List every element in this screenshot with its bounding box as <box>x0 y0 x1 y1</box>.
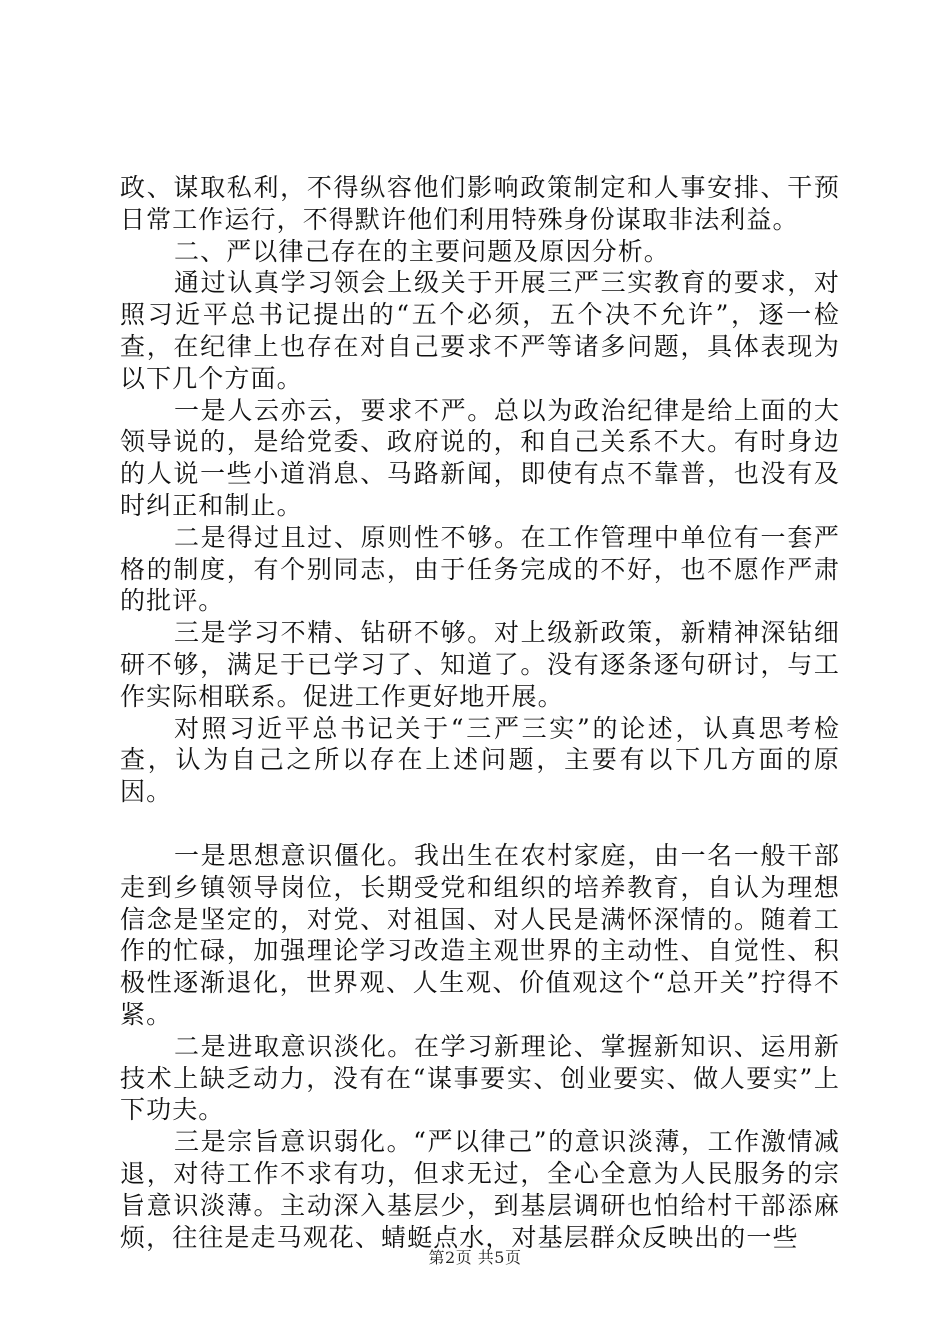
document-body <box>120 172 840 1253</box>
page-number-footer: 第2页 共5页 <box>428 1248 522 1267</box>
paragraph: 一是思想意识僵化。我出生在农村家庭，由一名一般干部走到乡镇领导岗位，长期受党和组织的培养教育，自认为理想信念是坚定的，对党、对祖国、对人民是满怀深情的。随着工作的忙碌，加强理论学习改造主观世界的主动性、自觉性、积极性逐渐退化，世界观、人生观、价值观这个“总开关”拧得不紧。 <box>120 840 840 1029</box>
blank-line <box>120 808 840 840</box>
paragraph: 二是得过且过、原则性不够。在工作管理中单位有一套严格的制度，有个别同志，由于任务完成的不好，也不愿作严肃的批评。 <box>120 522 840 616</box>
paragraph: 通过认真学习领会上级关于开展三严三实教育的要求，对照习近平总书记提出的“五个必须，五个决不允许”，逐一检查，在纪律上也存在对自己要求不严等诸多问题，具体表现为以下几个方面。 <box>120 268 840 393</box>
paragraph: 对照习近平总书记关于“三严三实”的论述，认真思考检查，认为自己之所以存在上述问题，主要有以下几方面的原因。 <box>120 713 840 807</box>
paragraph-continuation: 政、谋取私利，不得纵容他们影响政策制定和人事安排、干预日常工作运行，不得默许他们利用特殊身份谋取非法利益。 <box>120 173 840 234</box>
paragraph: 二是进取意识淡化。在学习新理论、掌握新知识、运用新技术上缺乏动力，没有在“谋事要实、创业要实、做人要实”上下功夫。 <box>120 1031 840 1125</box>
paragraph: 三是宗旨意识弱化。“严以律己”的意识淡薄，工作激情减退，对待工作不求有功，但求无过，全心全意为人民服务的宗旨意识淡薄。主动深入基层少，到基层调研也怕给村干部添麻烦，往往是走马观花、蜻蜓点水，对基层群众反映出的一些 <box>120 1127 840 1252</box>
paragraph: 一是人云亦云，要求不严。总以为政治纪律是给上面的大领导说的，是给党委、政府说的，和自己关系不大。有时身边的人说一些小道消息、马路新闻，即使有点不靠普，也没有及时纠正和制止。 <box>120 395 840 520</box>
section-heading: 二、严以律己存在的主要问题及原因分析。 <box>174 236 670 266</box>
paragraph: 三是学习不精、钻研不够。对上级新政策，新精神深钻细研不够，满足于已学习了、知道了。没有逐条逐句研讨，与工作实际相联系。促进工作更好地开展。 <box>120 618 840 711</box>
